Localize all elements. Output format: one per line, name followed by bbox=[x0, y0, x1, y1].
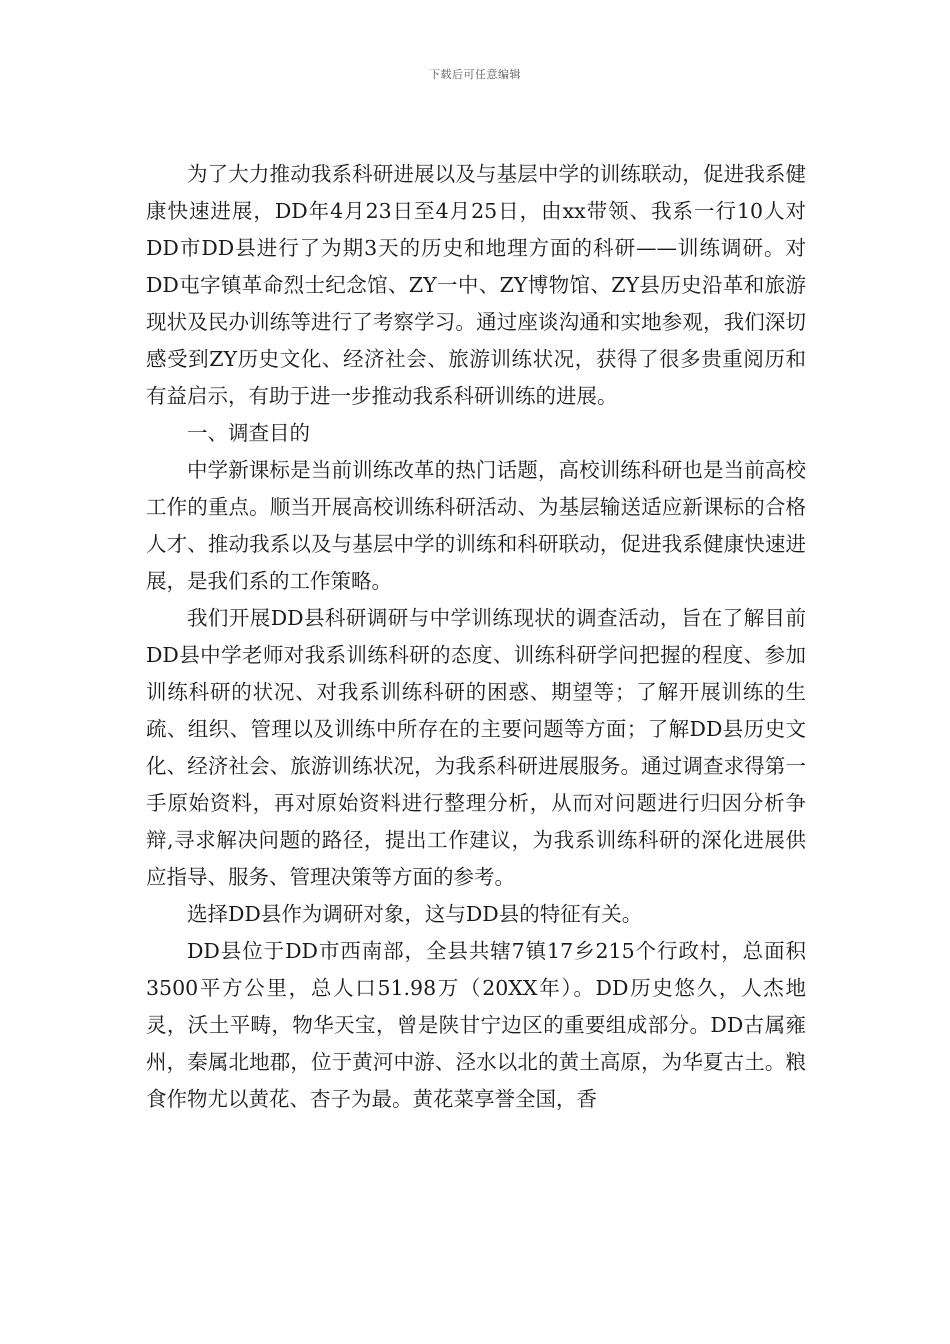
paragraph-new-curriculum: 中学新课标是当前训练改革的热门话题，高校训练科研也是当前高校工作的重点。顺当开展高校训练科研活动、为基层输送适应新课标的合格人才、推动我系以及与基层中学的训练和科研联动，促进我系健康快速进展，是我们系的工作策略。 bbox=[146, 458, 806, 593]
paragraph-survey-aims: 我们开展DD县科研调研与中学训练现状的调查活动，旨在了解目前DD县中学老师对我系训练科研的态度、训练科研学问把握的程度、参加训练科研的状况、对我系训练科研的困惑、期望等；了解开展训练的生疏、组织、管理以及训练中所存在的主要问题等方面；了解DD县历史文化、经济社会、旅游训练状况，为我系科研进展服务。通过调查求得第一手原始资料，再对原始资料进行整理分析，从而对问题进行归因分析争辩,寻求解决问题的路径，提出工作建议，为我系训练科研的深化进展供应指导、服务、管理决策等方面的参考。 bbox=[146, 606, 806, 889]
document-body bbox=[146, 156, 806, 1118]
paragraph-county-overview: DD县位于DD市西南部，全县共辖7镇17乡215个行政村，总面积3500平方公里，总人口51.98万（20XX年）。DD历史悠久，人杰地灵，沃土平畴，物华天宝，曾是陕甘宁边区的重要组成部分。DD古属雍州，秦属北地郡，位于黄河中游、泾水以北的黄土高原，为华夏古土。粮食作物尤以黄花、杏子为最。黄花菜享誉全国，香 bbox=[146, 939, 806, 1111]
section-heading-purpose: 一、调查目的 bbox=[187, 421, 310, 445]
header-note: 下载后可任意编辑 bbox=[429, 68, 521, 81]
paragraph-intro: 为了大力推动我系科研进展以及与基层中学的训练联动，促进我系健康快速进展，DD年4月23日至4月25日，由xx带领、我系一行10人对DD市DD县进行了为期3天的历史和地理方面的科研——训练调研。对DD屯字镇革命烈士纪念馆、ZY一中、ZY博物馆、ZY县历史沿革和旅游现状及民办训练等进行了考察学习。通过座谈沟通和实地参观，我们深切感受到ZY历史文化、经济社会、旅游训练状况，获得了很多贵重阅历和有益启示，有助于进一步推动我系科研训练的进展。 bbox=[146, 162, 806, 408]
paragraph-choice-reason: 选择DD县作为调研对象，这与DD县的特征有关。 bbox=[187, 902, 643, 926]
